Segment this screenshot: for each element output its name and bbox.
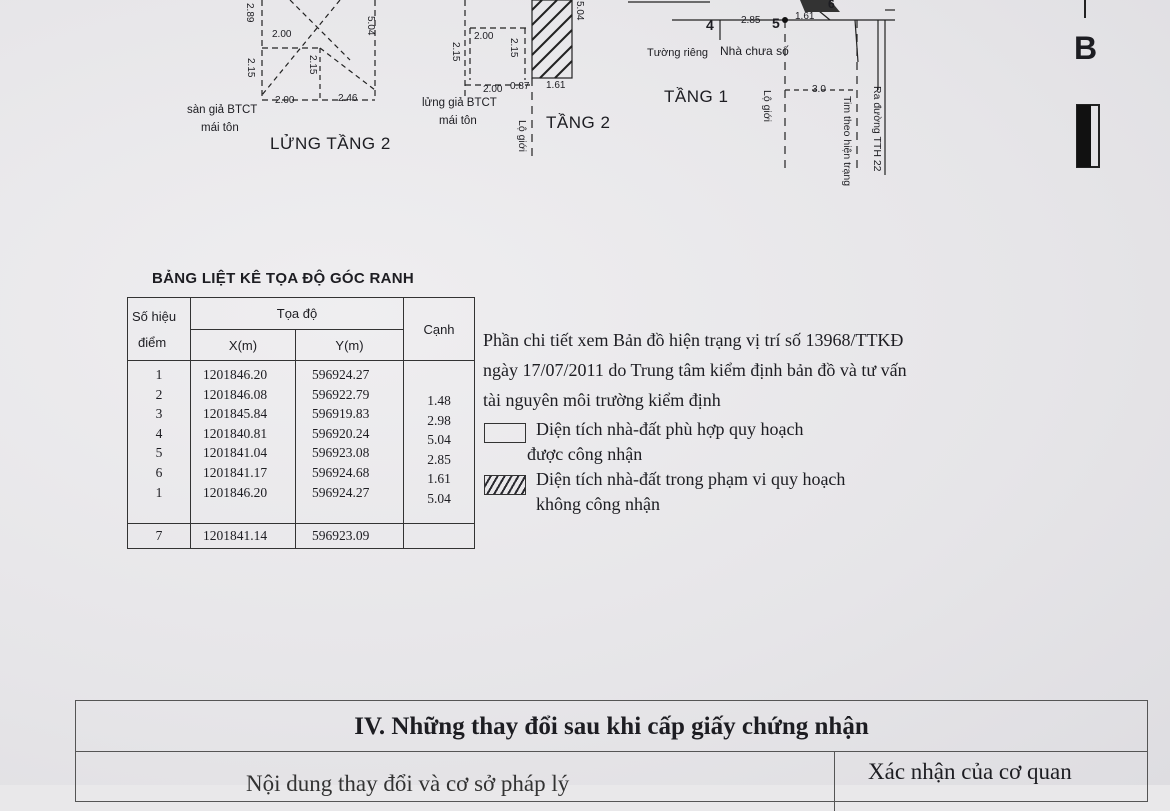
table-row-id: 1 — [155, 367, 163, 382]
legend-2-line-2: không công nhận — [536, 494, 660, 514]
section-iv — [75, 700, 1148, 802]
tuong-rieng-label: Tường riêng — [647, 47, 709, 59]
table-row-y: 596923.08 — [312, 445, 370, 461]
table-row-id: 3 — [155, 406, 163, 422]
table-row-x: 1201846.20 — [203, 484, 268, 500]
mai-ton-label: mái tôn — [439, 115, 477, 127]
lung-gia-label: lửng giả BTCT — [422, 97, 497, 109]
note-line-1: Phần chi tiết xem Bản đồ hiện trạng vị trí số 13968/TTKĐ — [483, 330, 904, 350]
footer-y: 596923.09 — [296, 524, 404, 549]
dim-label: 3.0 — [812, 84, 826, 95]
legend-1-line-2: được công nhận — [527, 444, 643, 464]
point-label: 4 — [706, 17, 714, 33]
table-canh-value: 2.85 — [427, 451, 451, 467]
header-so-hieu-line2: điểm — [138, 335, 167, 350]
table-row-x: 1201846.08 — [203, 386, 268, 402]
lo-gioi-label: Lộ giới — [761, 90, 773, 122]
table-canh-value: 2.98 — [427, 412, 451, 428]
dim-label: 2.00 — [272, 29, 292, 40]
plan-line — [320, 48, 375, 90]
table-row-y: 596922.79 — [312, 386, 370, 402]
section-divider — [76, 751, 1147, 752]
note-line-2: ngày 17/07/2011 do Trung tâm kiểm định bản đồ và tư vấn — [483, 360, 907, 380]
section-column-divider — [834, 751, 835, 811]
ra-duong-label: Ra đường TTH 22 — [871, 86, 883, 172]
dim-label: 2.15 — [245, 58, 256, 78]
dim-label: 1.61 — [546, 80, 566, 91]
table-row-x: 1201840.81 — [203, 425, 268, 441]
legend-2-line-1: Diện tích nhà-đất trong phạm vi quy hoạch — [536, 469, 846, 489]
section-title: IV. Những thay đổi sau khi cấp giấy chứng nhận — [354, 713, 869, 740]
dim-label: 0.87 — [510, 81, 530, 92]
table-row-id: 4 — [155, 425, 163, 441]
lung-tang-2-title: LỬNG TẦNG 2 — [270, 134, 391, 153]
table-row-y: 596919.83 — [312, 406, 370, 422]
header-toa-do: Tọa độ — [191, 298, 404, 330]
column-y — [296, 361, 404, 524]
table-row-y: 596924.27 — [312, 484, 370, 500]
dim-label: 2.15 — [307, 55, 318, 75]
nha-chua-so-label: Nhà chưa số — [720, 44, 789, 58]
table-row-id: 1 — [155, 484, 163, 500]
table-row-id: 6 — [155, 464, 163, 480]
dim-label: 1.61 — [795, 11, 815, 22]
dim-label: 2.46 — [338, 93, 358, 104]
column-x — [191, 361, 296, 524]
table-row-id: 2 — [155, 386, 163, 402]
tim-theo-label: Tim theo hiện trạng — [841, 96, 853, 187]
footer-id: 7 — [128, 524, 191, 549]
dim-label: 5.04 — [574, 1, 585, 21]
section-right-header: Xác nhận của cơ quan — [868, 759, 1072, 784]
dim-label: 2.89 — [244, 3, 255, 23]
point-label: 6 — [828, 0, 835, 11]
table-canh-value: 1.61 — [427, 471, 451, 487]
note-line-3: tài nguyên môi trường kiểm định — [483, 390, 721, 410]
point-label: 5 — [772, 15, 780, 31]
table-footer-row — [128, 524, 475, 549]
san-gia-label: sàn giả BTCT — [187, 104, 258, 116]
dim-label: 2.15 — [508, 38, 519, 58]
footer-x: 1201841.14 — [191, 524, 296, 549]
table-row-y: 596920.24 — [312, 425, 370, 441]
table-title: BẢNG LIỆT KÊ TỌA ĐỘ GÓC RANH — [152, 270, 415, 287]
table-canh-value: 1.48 — [427, 393, 451, 408]
dim-label: 2.00 — [275, 95, 295, 106]
header-so-hieu — [128, 298, 191, 361]
table-row-x: 1201841.17 — [203, 464, 268, 480]
dim-label: 2.00 — [483, 84, 503, 95]
legend-1-line-1: Diện tích nhà-đất phù hợp quy hoạch — [536, 419, 804, 439]
section-left-header: Nội dung thay đổi và cơ sở pháp lý — [246, 771, 570, 796]
table-row-y: 596924.68 — [312, 464, 370, 480]
lo-gioi-label: Lộ giới — [516, 120, 528, 152]
table-canh-value: 5.04 — [427, 490, 451, 506]
header-canh: Cạnh — [404, 298, 475, 361]
table-row-x: 1201846.20 — [203, 367, 268, 382]
legend-plain-box — [484, 423, 526, 443]
dim-label: 2.00 — [474, 31, 494, 42]
column-point-ids — [128, 361, 191, 524]
tang-2-title: TẦNG 2 — [546, 113, 611, 132]
footer-canh — [404, 524, 475, 549]
header-x: X(m) — [191, 330, 296, 361]
dim-label: 2.15 — [450, 42, 461, 62]
dim-label: 2.85 — [741, 15, 761, 26]
legend-hatched-box — [484, 475, 526, 495]
column-canh — [404, 361, 475, 524]
table-row-x: 1201845.84 — [203, 406, 268, 422]
table-row-id: 5 — [155, 445, 163, 461]
tang-1-title: TẦNG 1 — [664, 87, 729, 106]
table-row-x: 1201841.04 — [203, 445, 268, 461]
dim-label: 5.04 — [365, 16, 376, 36]
mai-ton-label: mái tôn — [201, 122, 239, 134]
header-y: Y(m) — [296, 330, 404, 361]
coordinates-table — [127, 297, 475, 549]
side-letter: B — [1074, 30, 1098, 66]
table-canh-value: 5.04 — [427, 432, 451, 448]
table-row-y: 596924.27 — [312, 367, 370, 382]
header-so-hieu-line1: Số hiệu — [132, 309, 177, 324]
